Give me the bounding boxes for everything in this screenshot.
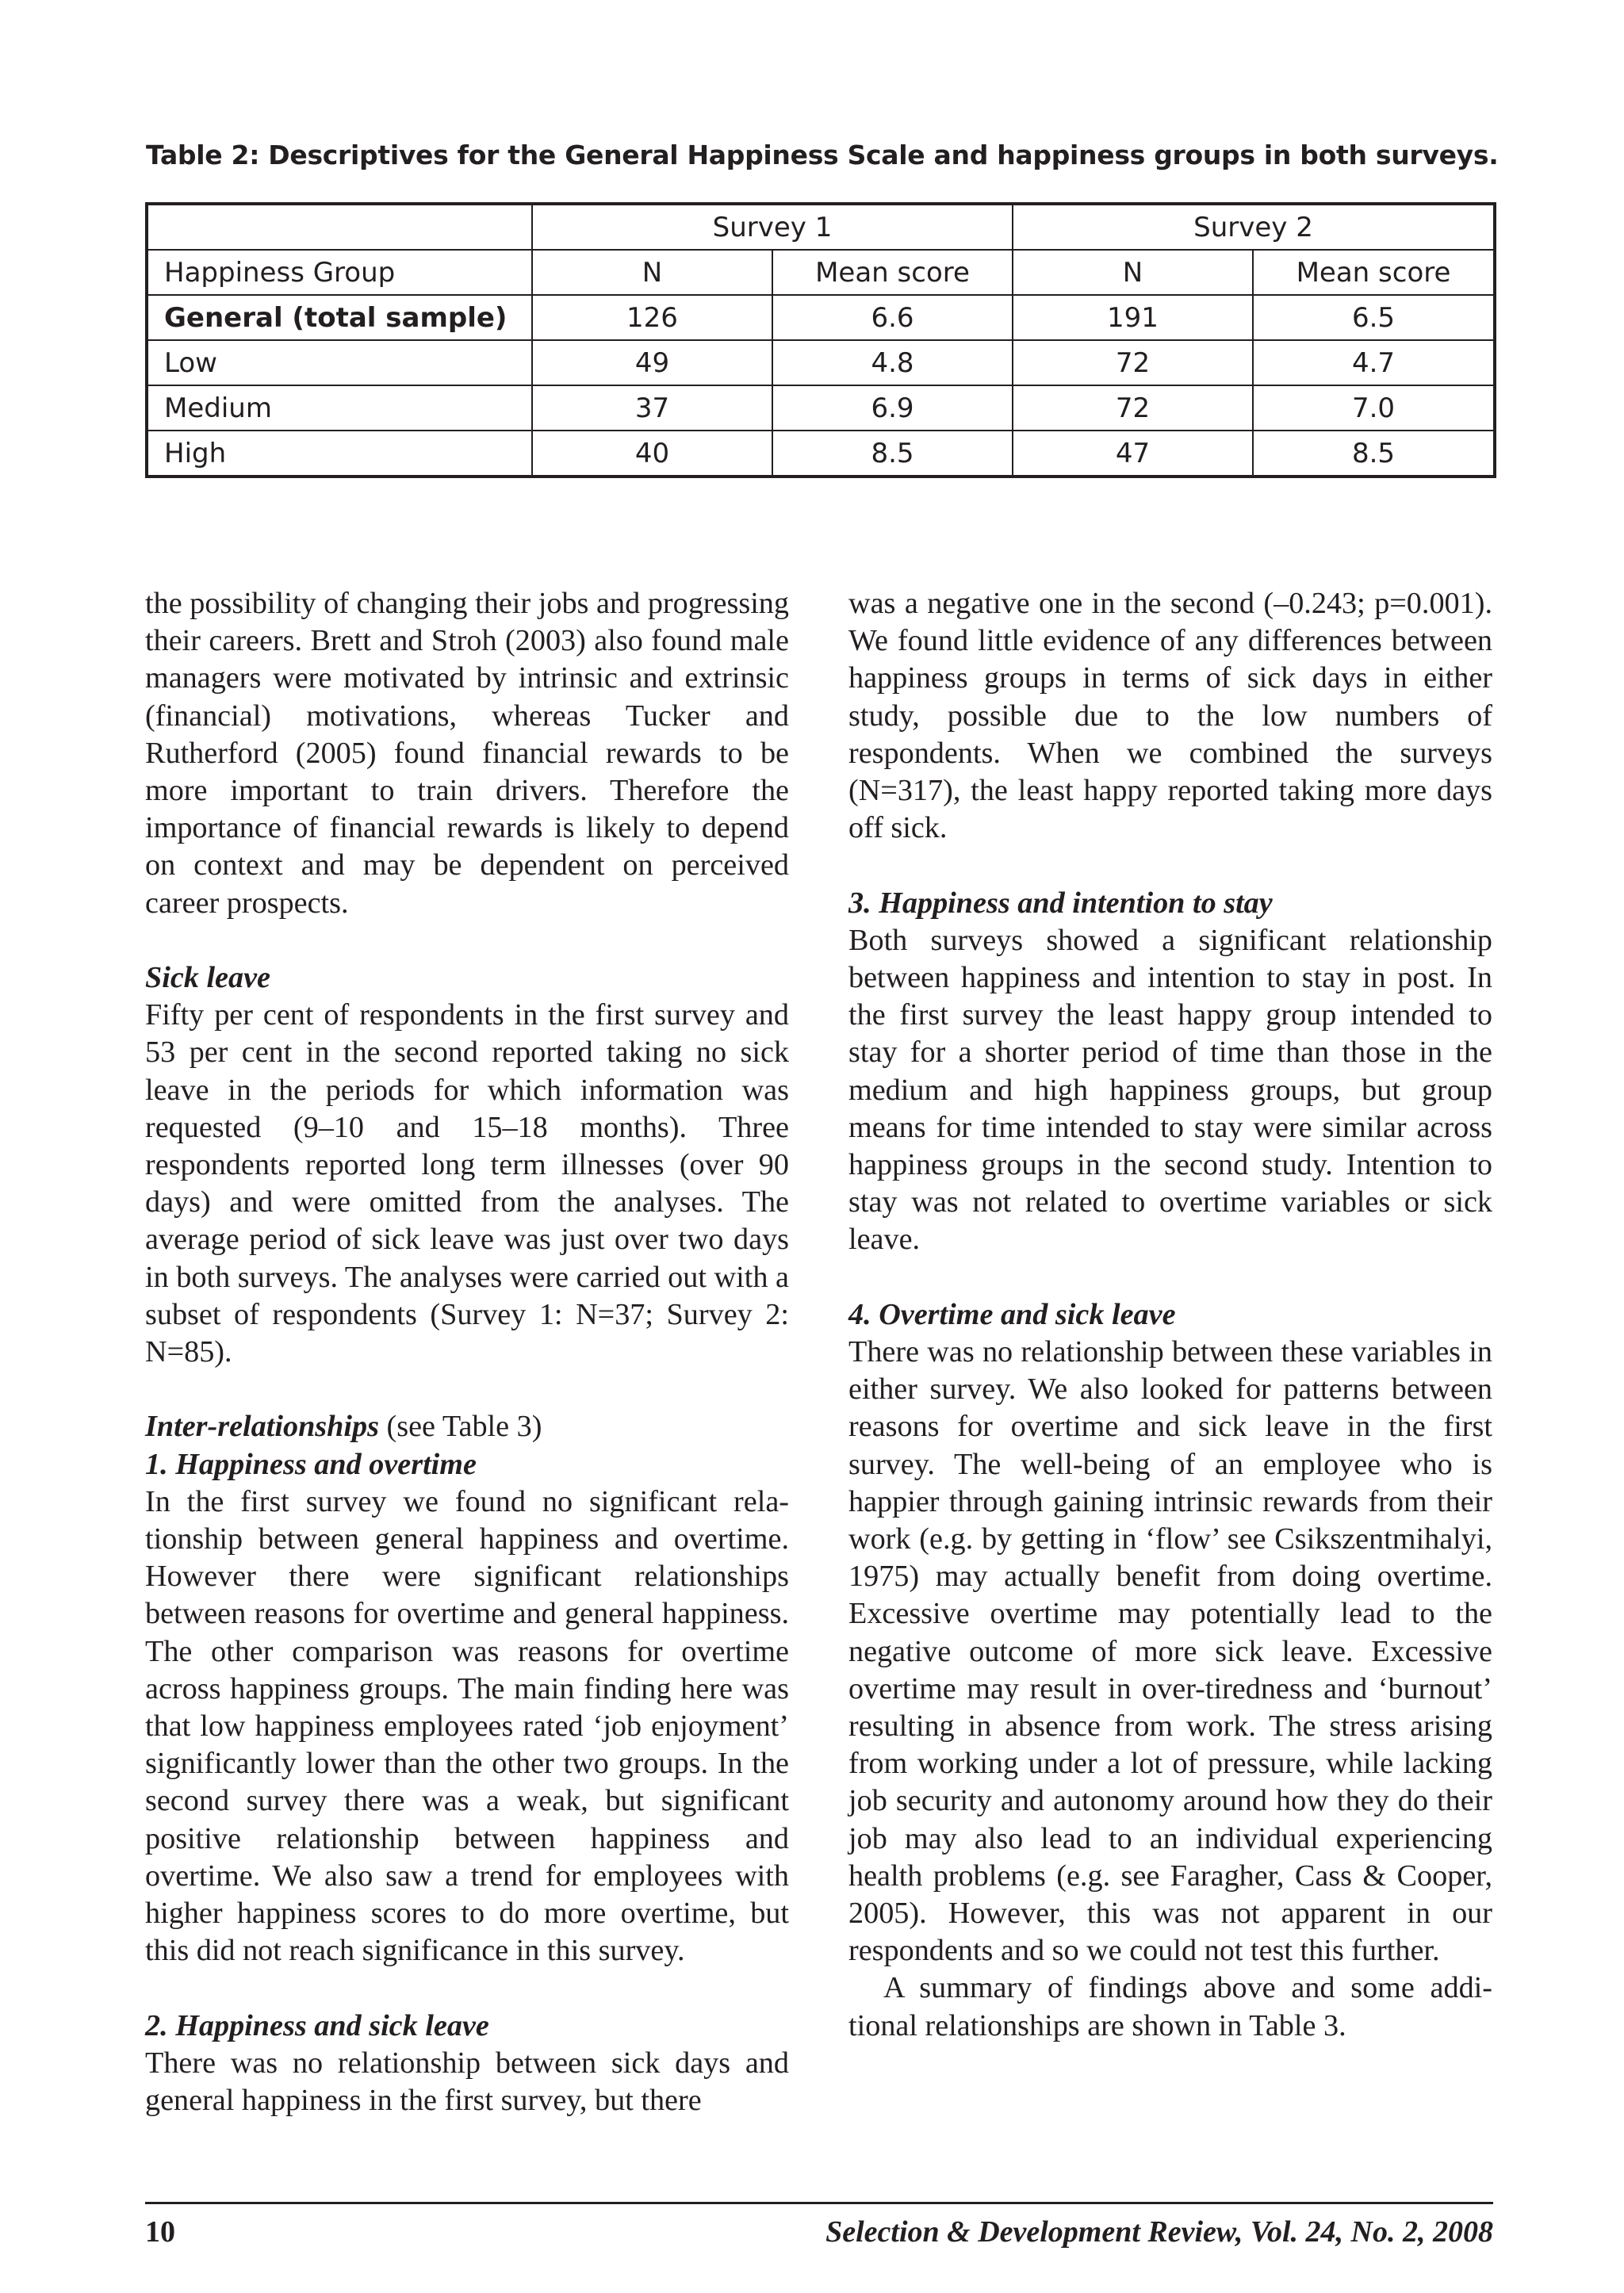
intention-to-stay-paragraph: Both surveys showed a significant relationship between happiness and intention to stay in post. In the first survey the least happy group intended to stay for a shorter period of time than those in the medium and high happiness groups, but group means for time intended to stay were similar across happiness groups in the second study. Intention to stay was not related to overtime variables or sick leave.: [848, 923, 1492, 1257]
spacer: [145, 922, 789, 959]
row-group-label: High: [147, 431, 532, 477]
page-number: 10: [145, 2215, 175, 2249]
table-row: [147, 385, 1495, 431]
happiness-overtime-paragraph: In the first survey we found no significant relationship between general happiness and overtime. However there were significant relationships between reasons for overtime and general happiness. The other comparison was reasons for overtime across happiness groups. The main finding here was that low happiness employees rated ‘job enjoyment’ significantly lower than the other two groups. In the second survey there was a weak, but significant positive relationship between happiness and overtime. We also saw a trend for employees with higher happiness scores to do more overtime, but this did not reach significance in this survey.: [145, 1484, 789, 1968]
interrelationships-heading-line: [145, 1408, 789, 1445]
spacer: [848, 847, 1492, 884]
survey-1-mean-header: Mean score: [772, 250, 1013, 295]
survey-1-header: Survey 1: [532, 204, 1013, 250]
summary-paragraph: A summary of findings above and some additional relationships are shown in Table 3.: [848, 1971, 1492, 2042]
row-survey-1-mean: 4.8: [772, 340, 1013, 385]
row-survey-1-n: 40: [532, 431, 772, 477]
row-survey-2-n: 47: [1013, 431, 1253, 477]
row-survey-1-mean: 8.5: [772, 431, 1013, 477]
happiness-group-header: Happiness Group: [147, 250, 532, 295]
table-empty-corner: [147, 204, 532, 250]
row-survey-1-n: 37: [532, 385, 772, 431]
spacer: [848, 1259, 1492, 1296]
row-survey-1-mean: 6.6: [772, 295, 1013, 340]
row-survey-2-n: 191: [1013, 295, 1253, 340]
spacer: [145, 1970, 789, 2007]
sick-leave-heading: Sick leave: [145, 961, 270, 995]
table-caption: Table 2: Descriptives for the General Happiness Scale and happiness groups in both surveys.: [146, 140, 1499, 170]
survey-2-mean-header: Mean score: [1253, 250, 1495, 295]
row-survey-2-n: 72: [1013, 385, 1253, 431]
row-survey-2-mean: 6.5: [1253, 295, 1495, 340]
row-group-label: Medium: [147, 385, 532, 431]
table-column-header-row: [147, 250, 1495, 295]
journal-reference: Selection & Development Review, Vol. 24, No. 2, 2008: [825, 2215, 1493, 2249]
interrelationships-heading: Inter-relationships: [145, 1410, 379, 1444]
row-survey-2-mean: 4.7: [1253, 340, 1495, 385]
sick-leave-paragraph: Fifty per cent of respondents in the first survey and 53 per cent in the second reported taking no sick leave in the periods for which information was requested (9–10 and 15–18 months). Three respondents reported long term illnesses (over 90 days) and were omitted from the analyses. The average period of sick leave was just over two days in both surveys. The analyses were carried out with a subset of respondents (Survey 1: N=37; Survey 2: N=85).: [145, 998, 789, 1369]
continuation-paragraph: was a negative one in the second (–0.243; p=0.001). We found little evidence of any differences between happiness groups in terms of sick days in either study, possible due to the low numbers of respondents. When we combined the surveys (N=317), the least happy reported taking more days off sick.: [848, 587, 1492, 845]
intention-to-stay-heading: 3. Happiness and intention to stay: [848, 886, 1273, 920]
row-survey-2-n: 72: [1013, 340, 1253, 385]
table-survey-header-row: [147, 204, 1495, 250]
happiness-sick-leave-heading: 2. Happiness and sick leave: [145, 2008, 489, 2042]
footer-rule: [145, 2202, 1493, 2204]
overtime-sick-leave-heading: 4. Overtime and sick leave: [848, 1297, 1176, 1331]
row-survey-1-mean: 6.9: [772, 385, 1013, 431]
interrelationships-suffix: (see Table 3): [378, 1410, 542, 1444]
right-column: [848, 585, 1492, 2045]
table-row: [147, 295, 1495, 340]
survey-2-header: Survey 2: [1013, 204, 1495, 250]
row-survey-2-mean: 8.5: [1253, 431, 1495, 477]
left-column: [145, 585, 789, 2119]
overtime-sick-leave-paragraph: There was no relationship between these variables in either survey. We also looked for patterns between reasons for overtime and sick leave in the first survey. The well-being of an employee who is happier through gaining intrinsic rewards from their work (e.g. by getting in ‘flow’ see Csikszentmihalyi, 1975) may actually benefit from doing overtime. Excessive overtime may potentially lead to the negative outcome of more sick leave. Excessive overtime may result in over-tiredness and ‘burnout’ resulting in absence from work. The stress arising from working under a lot of pressure, while lacking job security and autonomy around how they do their job may also lead to an individual experiencing health problems (e.g. see Faragher, Cass & Cooper, 2005). However, this was not apparent in our respondents and so we could not test this further.: [848, 1335, 1492, 1968]
row-group-label: General (total sample): [147, 295, 532, 340]
descriptives-table: [145, 202, 1496, 478]
row-survey-1-n: 126: [532, 295, 772, 340]
row-group-label: Low: [147, 340, 532, 385]
survey-2-n-header: N: [1013, 250, 1253, 295]
table-row: [147, 431, 1495, 477]
table-row: [147, 340, 1495, 385]
survey-1-n-header: N: [532, 250, 772, 295]
spacer: [145, 1371, 789, 1408]
happiness-sick-leave-paragraph: There was no relationship between sick days and general happiness in the first survey, but there: [145, 2046, 789, 2118]
row-survey-1-n: 49: [532, 340, 772, 385]
intro-paragraph: the possibility of changing their jobs and progressing their careers. Brett and Stroh (2003) also found male managers were motivated by intrinsic and extrinsic (financial) motivations, whereas Tucker and Rutherford (2005) found financial rewards to be more important to train drivers. Therefore the importance of financial rewards is likely to depend on context and may be dependent on perceived career prospects.: [145, 587, 789, 920]
happiness-overtime-heading: 1. Happiness and overtime: [145, 1447, 477, 1481]
row-survey-2-mean: 7.0: [1253, 385, 1495, 431]
